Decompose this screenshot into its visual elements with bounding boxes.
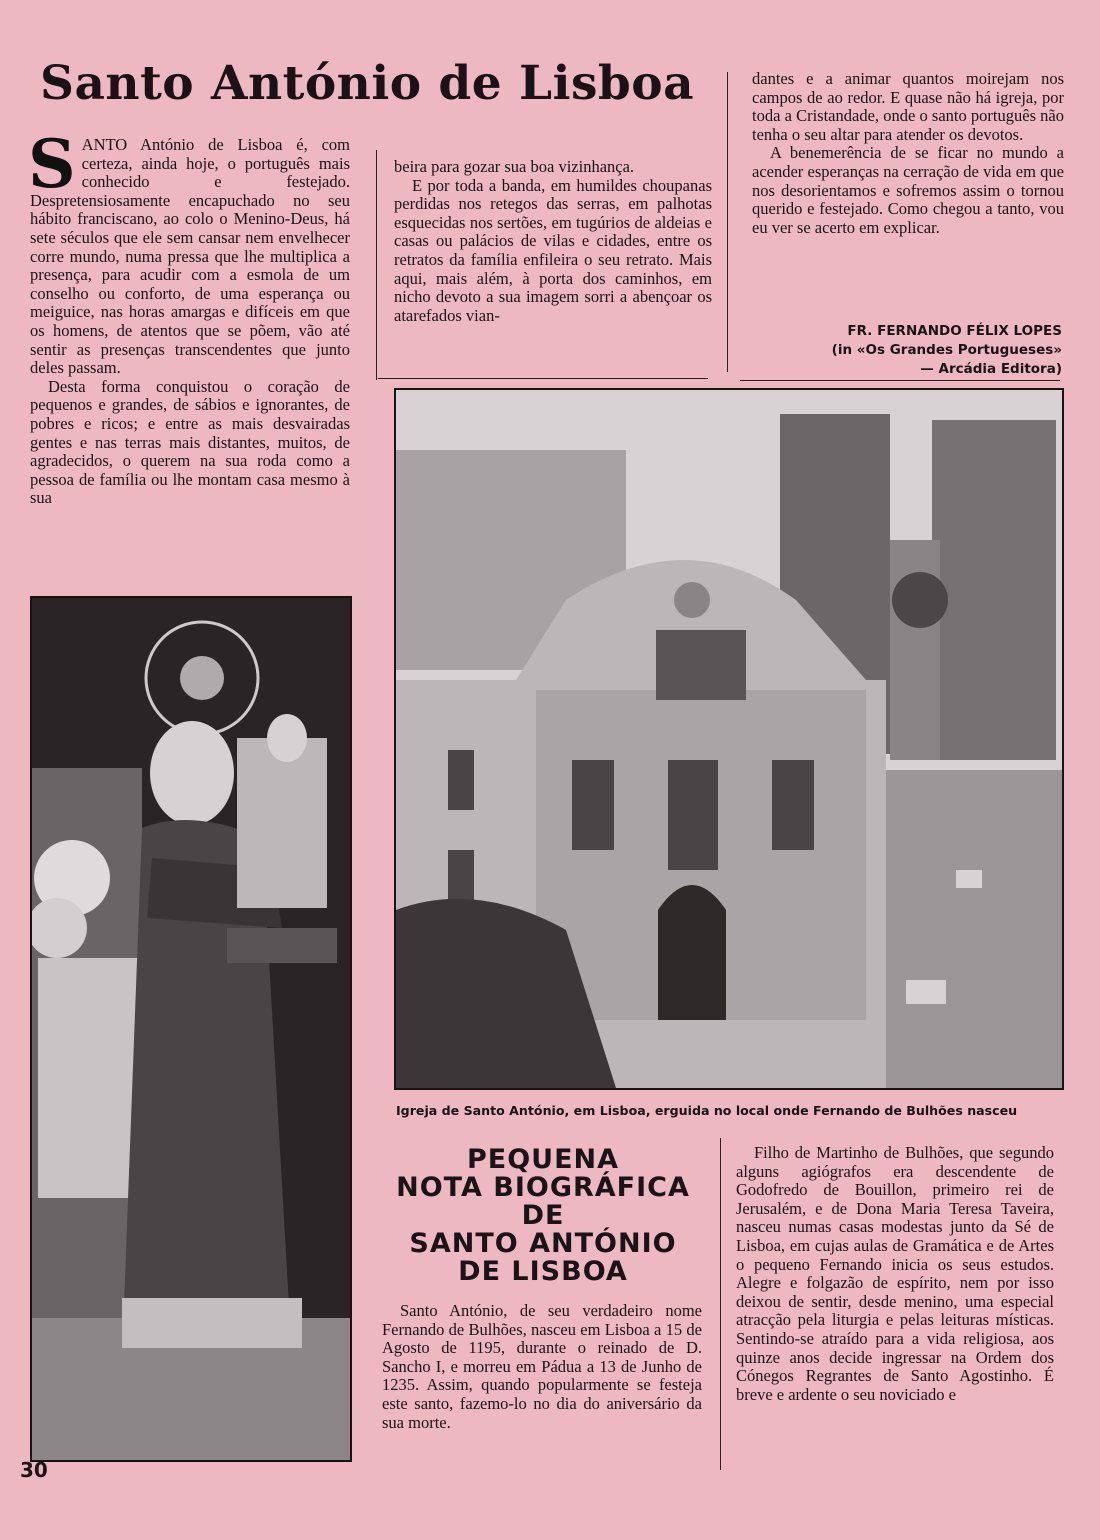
section-rule [378,378,708,379]
photo-caption: Igreja de Santo António, em Lisboa, erguida no local onde Fernando de Bulhões nasceu [396,1103,1018,1118]
section-rule [740,380,1060,381]
note-column-left [382,1302,702,1432]
note-heading-line: SANTO ANTÓNIO [409,1228,677,1259]
note-paragraph-1: Santo António, de seu verdadeiro nome Fernando de Bulhões, nasceu em Lisboa a 15 de Agosto de 1195, durante o reinado de D. Sancho I, e morreu em Pádua a 13 de Junho de 1235. Assim, quando popularmente se festeja este santo, fazemo-lo no dia do aniversário da sua morte. [382,1301,702,1432]
statue-photo [30,596,352,1462]
church-photo [394,388,1064,1090]
article-title: Santo António de Lisboa [40,56,695,111]
note-column-right [736,1144,1054,1404]
column-divider [376,150,377,380]
note-paragraph-2: Filho de Martinho de Bulhões, que segundo alguns agiógrafos era descendente de Godofredo de Bouillon, primeiro rei de Jerusalém, e de Dona Maria Teresa Taveira, nasceu numas casas modestas junto da Sé de Lisboa, em cujas aulas de Gramática e de Artes o pequeno Fernando inicia os seus estudos. Alegre e folgazão de espírito, nem por isso deixou de sentir, desde menino, uma especial atracção pela liturgia e pelas leituras místicas. Sentindo-se atraído para a vida religiosa, aos quinze anos decide ingressar na Ordem dos Cónegos Regrantes de Santo Agostinho. É breve e ardente o seu noviciado e [736,1143,1054,1404]
article-paragraph-4: E por toda a banda, em humildes choupanas perdidas nos retegos das serras, em palhotas esquecidas nos sertões, em tugúrios de aldeias e casas ou palácios de vilas e cidades, entre os retratos da família enfileira o seu retrato. Mais aqui, mais além, à porta dos caminhos, em nicho devoto a sua imagem sorri a abençoar os atarefados vian- [394,175,712,325]
byline-source: (in «Os Grandes Portugueses» [831,342,1062,358]
article-paragraph-2: Desta forma conquistou o coração de pequenos e grandes, de sábios e ignorantes, de pobres e ricos; e entre as mais desvairadas gentes e nas terras mais distantes, muitos, de agradecidos, o querem na sua roda como a pessoa de família ou lhe montam casa mesmo à sua [30,376,350,508]
article-column-1 [28,125,350,508]
note-heading-line: NOTA BIOGRÁFICA [396,1172,690,1203]
note-heading-line: DE [521,1200,565,1231]
drop-cap: S [28,125,76,203]
byline-publisher: — Arcádia Editora) [920,361,1062,377]
note-heading-line: PEQUENA [466,1144,620,1175]
byline-author: FR. FERNANDO FÉLIX LOPES [847,323,1062,339]
page-number: 30 [20,1458,48,1482]
article-paragraph-1: SANTO António de Lisboa é, com certeza, ainda hoje, o português mais conhecido e festejado. Despretensiosamente encapuchado no seu hábito franciscano, ao colo o Menino-Deus, há sete séculos que ele sem cansar nem envelhecer corre mundo, numa pressa que lhe multiplica a presença, para acudir com a esmola de um conselho ou conforto, de uma esperança ou meiguice, nas horas amargas e difíceis em que os homens, de atentos que se põem, vão até sentir as presenças transcendentes que junto deles passam. [28,125,350,378]
note-heading-line: DE LISBOA [458,1256,628,1287]
article-column-2 [394,158,712,325]
article-paragraph-5: dantes e a animar quantos moirejam nos campos de ao redor. E quase não há igreja, por toda a Cristandade, onde o santo português não tenha o seu altar para atender os devotos. [752,69,1064,144]
note-heading [376,1146,710,1286]
article-paragraph-3: beira para gozar sua boa vizinhança. [394,157,635,176]
article-paragraph-6: A benemerência de se ficar no mundo a acender esperanças na cerração de vida em que nos desorientamos e sofremos assim o tornou querido e festejado. Como chegou a tanto, vou eu ver se acerto em explicar. [752,143,1064,237]
column-divider [720,1138,721,1470]
column-divider [727,72,728,372]
article-byline [770,322,1062,379]
article-column-3 [752,70,1064,237]
